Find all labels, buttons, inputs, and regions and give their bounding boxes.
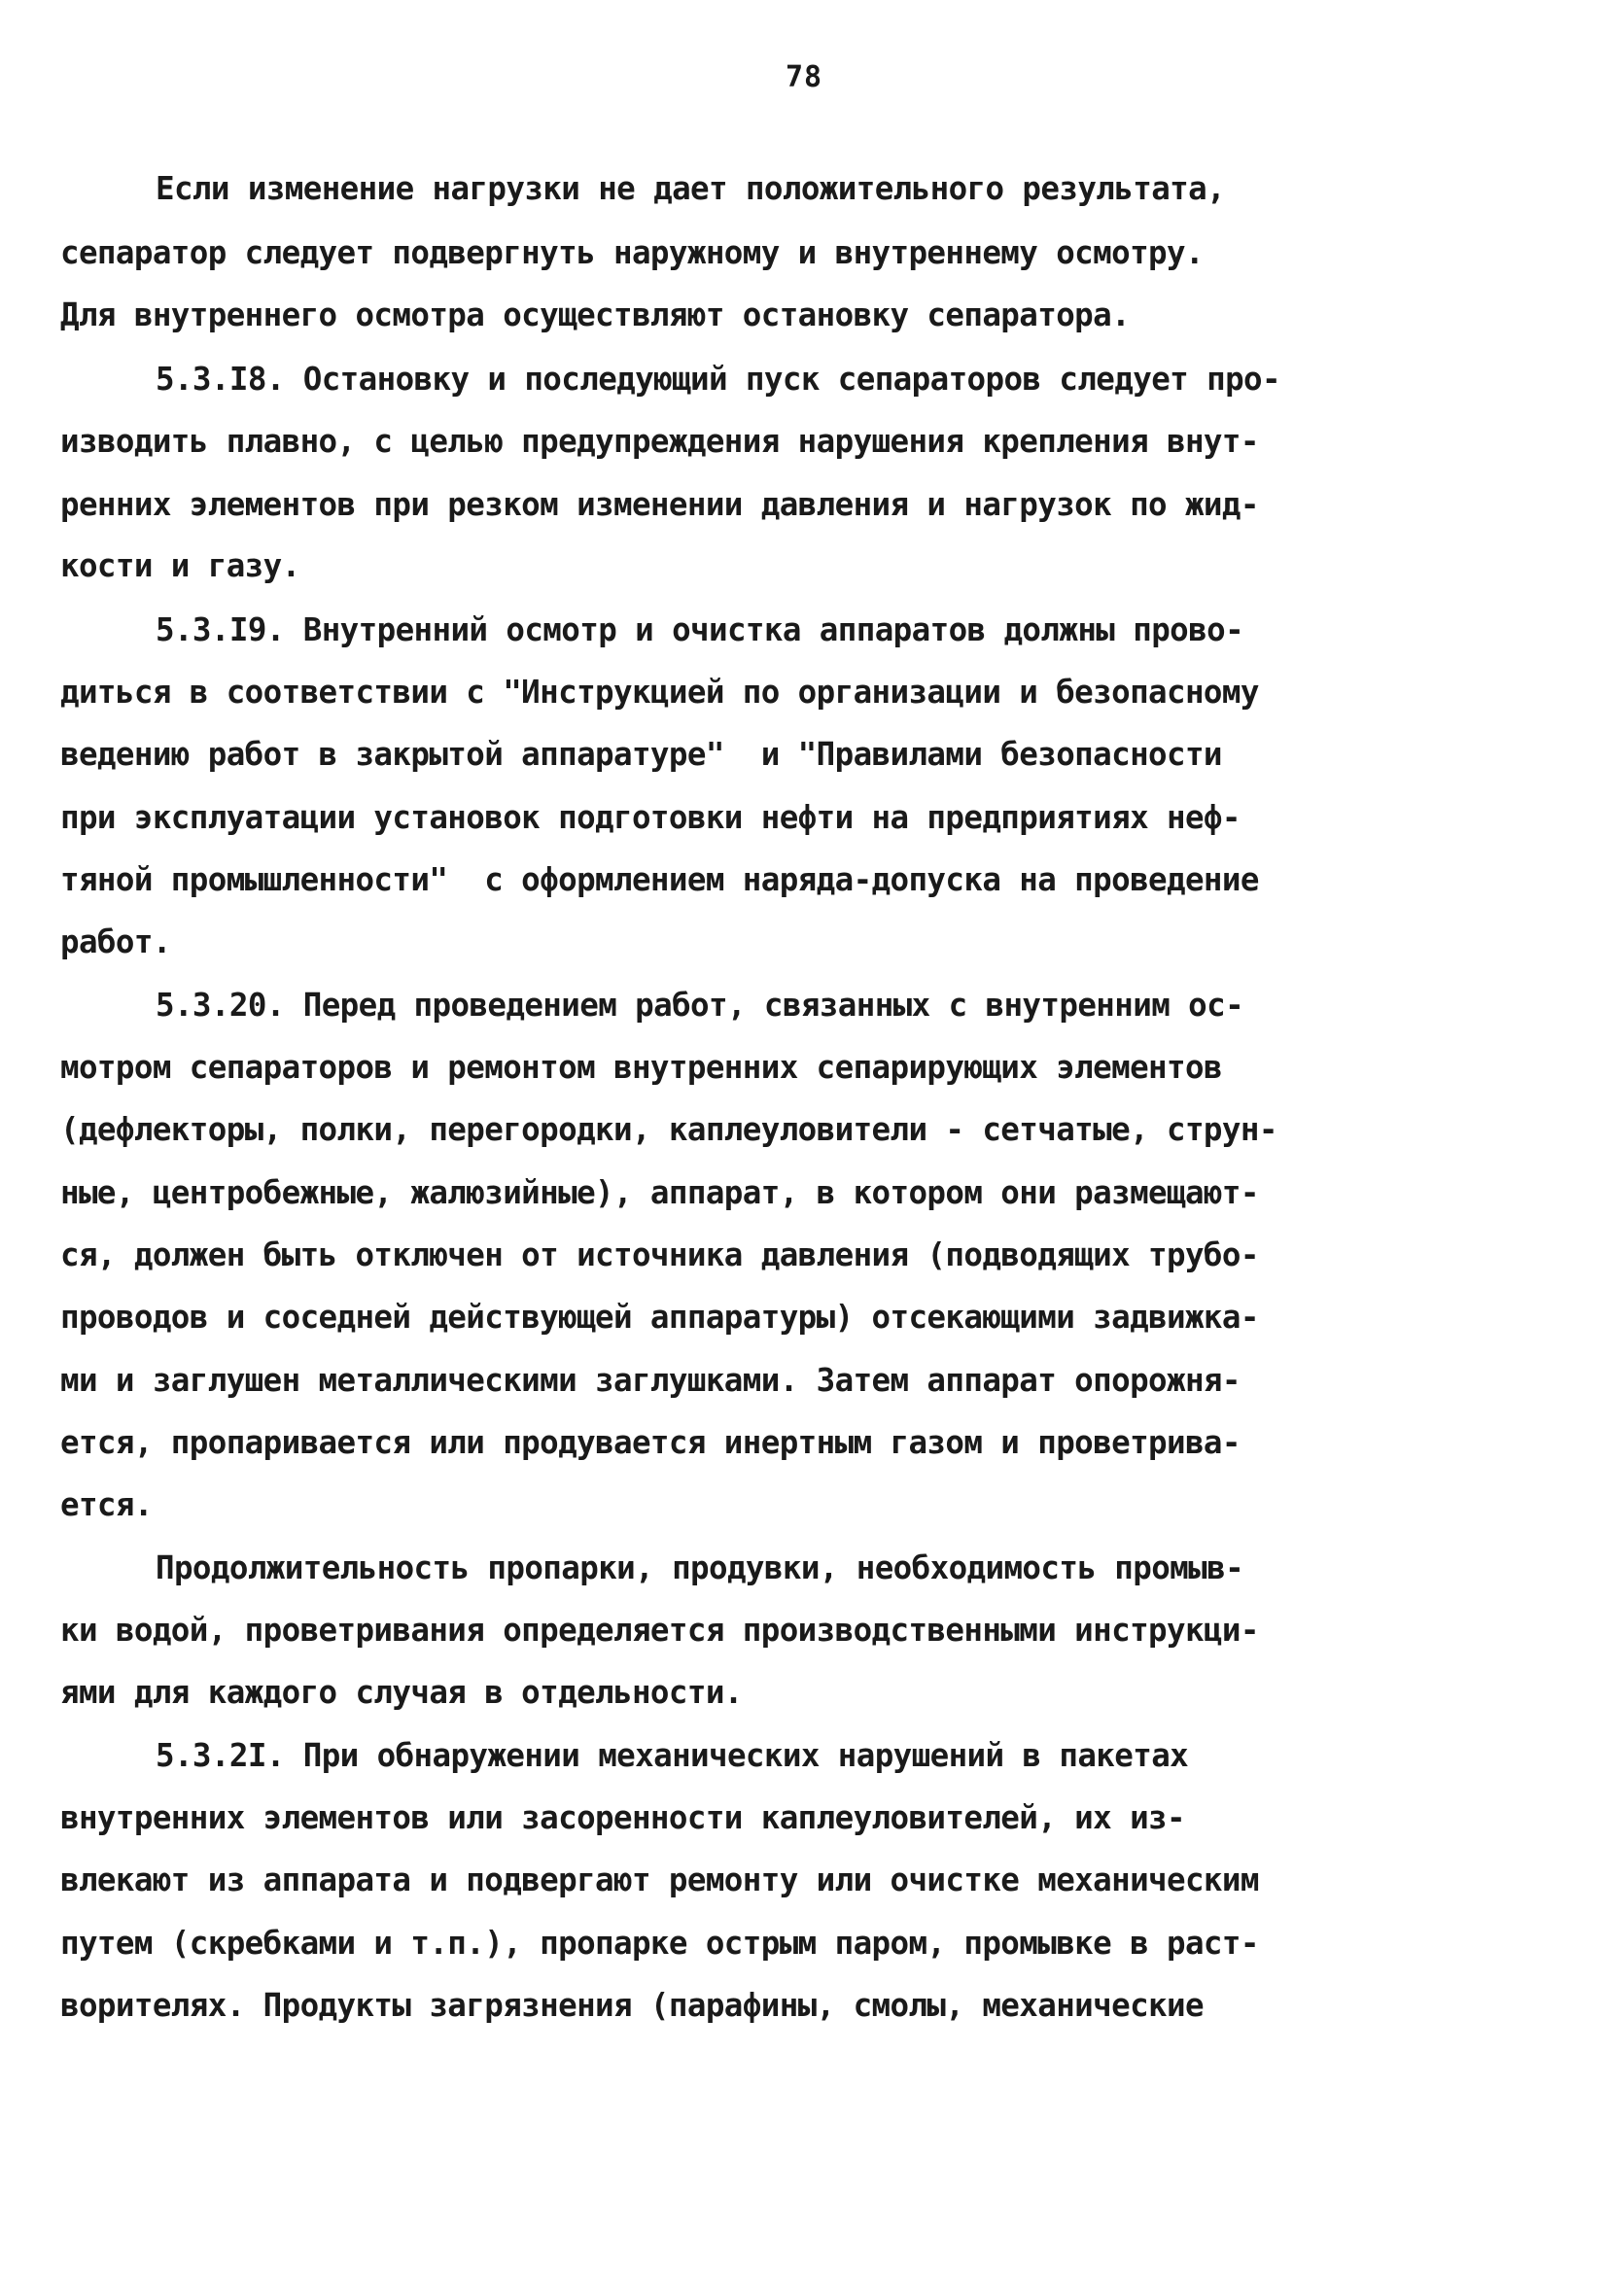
text-line: кости и газу. (60, 547, 300, 584)
text-line: ями для каждого случая в отдельности. (60, 1674, 743, 1711)
text-line: ется. (60, 1486, 153, 1523)
text-line: путем (скребками и т.п.), пропарке острым паром, промывке в раст- (60, 1925, 1259, 1962)
page-number: 78 (785, 60, 823, 94)
text-line: внутренних элементов или засоренности каплеуловителей, их из- (60, 1799, 1185, 1836)
paragraph-line: Продолжительность пропарки, продувки, необходимость промыв- (156, 1549, 1244, 1586)
section-5-3-21-line: 5.3.2I. При обнаружении механических нарушений в пакетах (156, 1737, 1189, 1774)
text-line: проводов и соседней действующей аппаратуры) отсекающими задвижка- (60, 1299, 1259, 1336)
text-line: мотром сепараторов и ремонтом внутренних сепарирующих элементов (60, 1049, 1222, 1086)
text-line: ренних элементов при резком изменении давления и нагрузок по жид- (60, 486, 1259, 523)
text-line: Для внутреннего осмотра осуществляют остановку сепаратора. (60, 296, 1131, 333)
section-5-3-20-line: 5.3.20. Перед проведением работ, связанных с внутренним ос- (156, 987, 1244, 1024)
text-line: ки водой, проветривания определяется производственными инструкци- (60, 1612, 1259, 1649)
text-line: сепаратор следует подвергнуть наружному и внутреннему осмотру. (60, 234, 1204, 271)
text-line: (дефлекторы, полки, перегородки, каплеуловители - сетчатые, струн- (60, 1111, 1277, 1148)
section-5-3-18-line: 5.3.I8. Остановку и последующий пуск сепараторов следует про- (156, 361, 1280, 398)
text-line: изводить плавно, с целью предупреждения нарушения крепления внут- (60, 423, 1259, 460)
text-line: ворителях. Продукты загрязнения (парафины, смолы, механические (60, 1987, 1204, 2024)
text-line: диться в соответствии с "Инструкцией по организации и безопасному (60, 674, 1259, 711)
text-line: работ. (60, 923, 171, 960)
text-line: влекают из аппарата и подвергают ремонту или очистке механическим (60, 1861, 1259, 1898)
text-line: ется, пропаривается или продувается инертным газом и проветрива- (60, 1424, 1241, 1461)
text-line: Если изменение нагрузки не дает положительного результата, (156, 170, 1226, 207)
text-line: ми и заглушен металлическими заглушками. Затем аппарат опорожня- (60, 1362, 1241, 1399)
text-line: ведению работ в закрытой аппаратуре" и "Правилами безопасности (60, 736, 1222, 773)
text-line: ся, должен быть отключен от источника давления (подводящих трубо- (60, 1236, 1259, 1273)
text-line: при эксплуатации установок подготовки нефти на предприятиях неф- (60, 799, 1241, 836)
text-line: тяной промышленности" с оформлением наряда-допуска на проведение (60, 861, 1259, 898)
section-5-3-19-line: 5.3.I9. Внутренний осмотр и очистка аппаратов должны прово- (156, 611, 1244, 648)
text-line: ные, центробежные, жалюзийные), аппарат, в котором они размещают- (60, 1174, 1259, 1211)
